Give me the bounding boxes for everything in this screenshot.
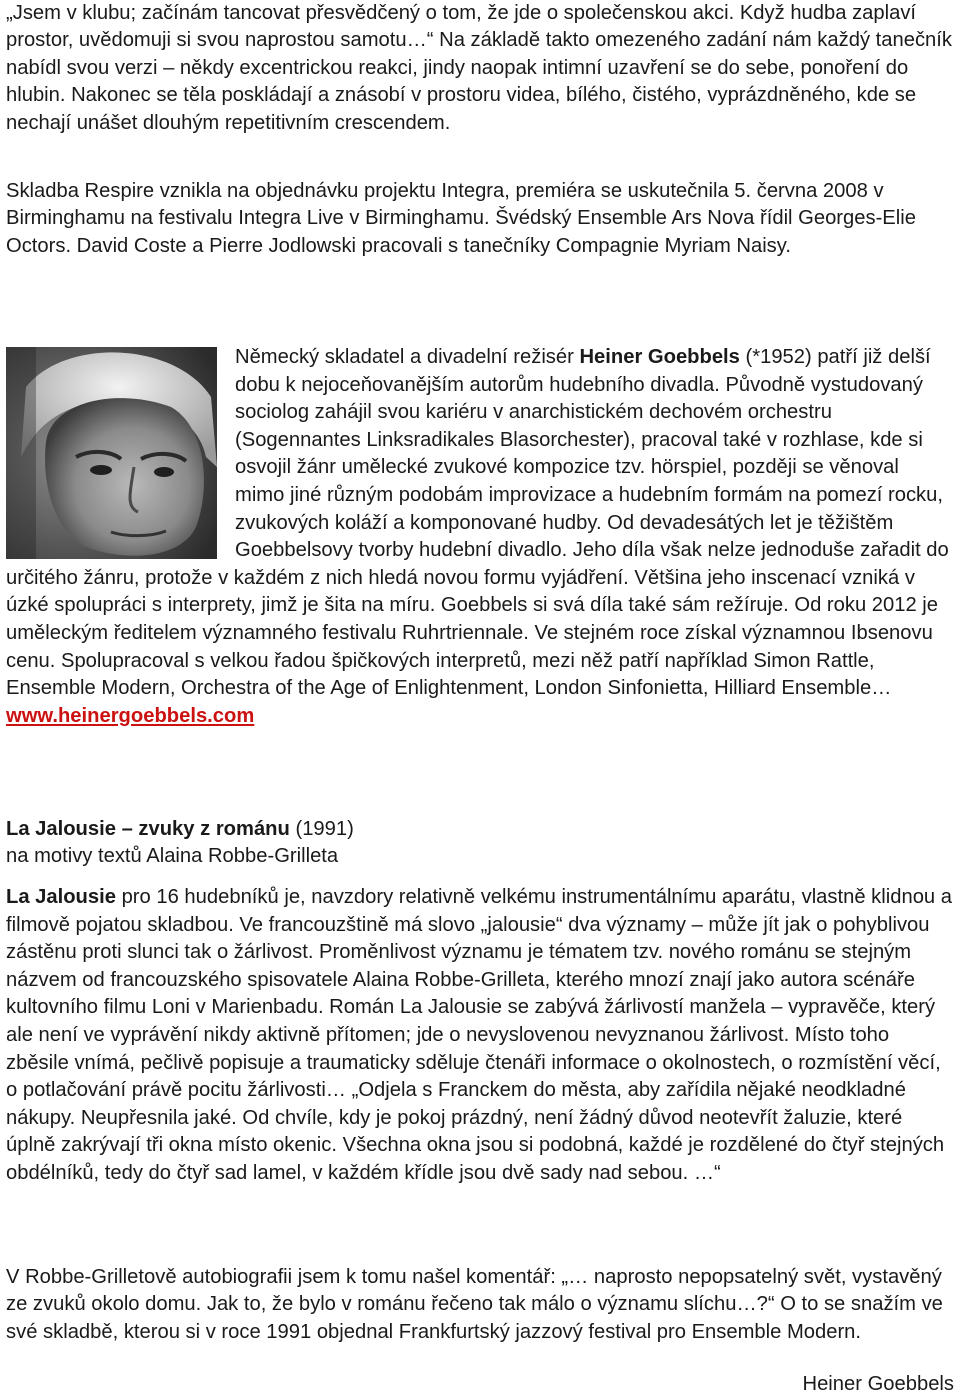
composer-bio-paragraph (6, 344, 952, 730)
work-year: (1991) (289, 818, 354, 840)
work-description-paragraph (6, 884, 952, 1188)
work-lead: La Jalousie (6, 886, 116, 908)
intro-quote-paragraph: „Jsem v klubu; začínám tancovat přesvědčený o tom, že jde o společenskou akci. Když hudba zaplaví prostor, uvědomuji si svou naprostou samotu…“ Na základě takto omezeného zadání nám každý tanečník nabídl svou verzi – někdy excentrickou reakci, jindy naopak intimní uzavření se do sebe, ponoření do hlubin. Nakonec se těla poskládají a znásobí v prostoru videa, bílého, čistého, vyprázdněného, kde se nechají unášet dlouhým repetitivním crescendem. (6, 2, 952, 134)
composer-name: Heiner Goebbels (579, 346, 740, 368)
premiere-paragraph: Skladba Respire vznikla na objednávku projektu Integra, premiéra se uskutečnila 5. června 2008 v Birminghamu na festivalu Integra Live v Birminghamu. Švédský Ensemble Ars Nova řídil Georges-Elie Octors. David Coste a Pierre Jodlowski pracovali s tanečníky Compagnie Myriam Naisy. (6, 180, 916, 257)
work-text: pro 16 hudebníků je, navzdory relativně velkému instrumentálnímu aparátu, vlastně klidnou a filmově pojatou skladbou. Ve francouzštině má slovo „jalousie“ dva významy – může jít jak o pohyblivou zástěnu proti slunci tak o žárlivost. Proměnlivost významu je tématem tzv. nového románu se stejným názvem od francouzského spisovatele Alaina Robbe-Grilleta, kterého mnozí znají jako autora scénáře kultovního filmu Loni v Marienbadu. Román La Jalousie se zabývá žárlivostí manžela – vypravěče, který ale není ve vyprávění nikdy aktivně přítomen; jde o nevyslovenou nevyznanou žárlivost. Místo toho zběsile vnímá, pečlivě popisuje a traumaticky sděluje čtenáři informace o okolnostech, o rozmístění věcí, o potlačování právě pocitu žárlivosti… „Odjela s Franckem do města, aby zařídila nějaké neodkladné nákupy. Neupřesnila jaké. Od chvíle, kdy je pokoj prázdný, není žádný důvod neotevřít žaluzie, které úplně zakrývají tři okna místo okenic. Všechna okna jsou si podobná, každé je rozdělené do čtyř stejných obdélníků, tedy do čtyř sad lamel, v každém křídle jsou dvě sady nad sebou. …“ (6, 886, 952, 1184)
work-subtitle: na motivy textů Alaina Robbe-Grilleta (6, 845, 339, 868)
bio-lead: Německý skladatel a divadelní režisér (235, 346, 580, 368)
bio-text: (*1952) patří již delší dobu k nejoceňovanějším autorům hudebního divadla. Původně vystudovaný sociolog zahájil svou kariéru v anarchistickém dechovém orchestru (Sogennantes Linksradikales Blasorchester), pracoval také v rozhlase, kde si osvojil žánr umělecké zvukové kompozice tzv. hörspiel, později se věnoval mimo jiné různým podobám improvizace a hudebním formám na pomezí rocku, zvukových koláží a komponované hudby. Od devadesátých let je těžištěm Goebbelsovy tvorby hudební divadlo. Jeho díla však nelze jednoduše zařadit do určitého žánru, protože v každém z nich hledá novou formu vyjádření. Většina jeho inscenací vzniká v úzké spolupráci s interprety, jimž je šita na míru. Goebbels si svá díla také sám režíruje. Od roku 2012 je uměleckým ředitelem významného festivalu Ruhrtriennale. Ve stejném roce získal významnou Ibsenovu cenu. Spolupracoval s velkou řadou špičkových interpretů, mezi něž patří například Simon Rattle, Ensemble Modern, Orchestra of the Age of Enlightenment, London Sinfonietta, Hilliard Ensemble… (6, 346, 949, 700)
photo-spacer (6, 344, 235, 564)
work-heading (6, 816, 946, 871)
composer-comment-paragraph: V Robbe-Grilletově autobiografii jsem k tomu našel komentář: „… naprosto nepopsatelný svět, vystavěný ze zvuků okolo domu. Jak to, že bylo v románu řečeno tak málo o významu slíchu…?“ O to se snažím ve své skladbě, kterou si v roce 1991 objednal Frankfurtský jazzový festival pro Ensemble Modern. (6, 1266, 943, 1343)
website-link[interactable]: www.heinergoebbels.com (6, 704, 255, 727)
work-title: La Jalousie – zvuky z románu (6, 818, 290, 840)
signature: Heiner Goebbels (802, 1373, 954, 1395)
